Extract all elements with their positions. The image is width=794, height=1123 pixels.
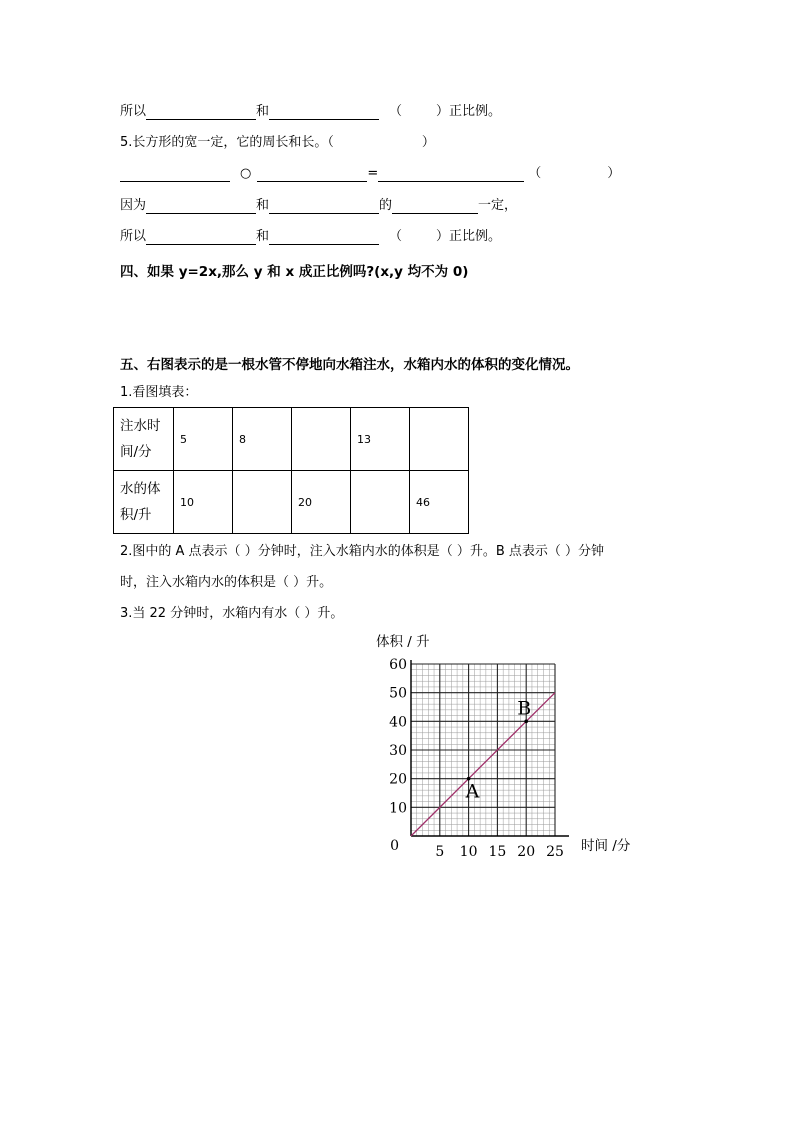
point-b [524,720,528,724]
question-5-2-line-2: 时，注入水箱内水的体积是（ ）升。 [120,575,333,590]
y-tick-label: 60 [389,657,407,673]
y-tick-label: 50 [389,685,407,702]
text-zhengbili: ）正比例。 [436,104,502,119]
x-tick-label: 15 [488,844,507,860]
table-cell[interactable] [233,471,292,534]
table-cell[interactable] [410,408,469,471]
series-line [411,693,555,836]
blank[interactable] [146,105,256,120]
blank[interactable] [120,167,230,182]
text-suoyi: 所以 [120,104,147,119]
table-row [114,408,469,471]
equals-sign: = [367,166,379,181]
text-zhengbili: ）正比例。 [436,229,502,244]
fill-line-1 [120,104,501,120]
fill-table [113,407,469,534]
table-cell[interactable]: 46 [410,471,469,534]
text-he: 和 [256,229,270,244]
y-tick-label: 20 [389,771,407,788]
origin-label: 0 [390,838,399,854]
table-cell[interactable]: 10 [174,471,233,534]
blank[interactable] [378,167,524,182]
y-tick-label: 30 [389,743,407,759]
table-cell[interactable]: 13 [351,408,410,471]
x-tick-label: 25 [546,844,564,860]
blank[interactable] [269,230,379,245]
blank[interactable] [392,199,478,214]
section-4-title: 四、如果 y=2x,那么 y 和 x 成正比例吗?(x,y 均不为 0) [120,264,469,280]
fill-line-5 [120,229,501,245]
blank[interactable] [269,105,379,120]
fill-line-4 [120,198,517,214]
series [411,693,555,836]
paren-open: （ [528,166,542,181]
question-5-2-line-1: 2.图中的 A 点表示（ ）分钟时，注入水箱内水的体积是（ ）升。B 点表示（ ）分钟 [120,544,605,559]
table-cell[interactable]: 20 [292,471,351,534]
table-row [114,471,469,534]
y-tick-label: 40 [389,714,407,731]
major-grid [411,664,555,836]
point-label-b: B [517,697,532,720]
labels [376,633,631,860]
x-axis-title: 时间 /分 [581,838,631,854]
table-cell[interactable] [292,408,351,471]
row-header: 注水时 间/分 [114,408,174,471]
text-yiding: 一定， [478,198,518,213]
paren-close: ） [421,135,435,150]
question-5 [120,135,435,151]
text-suoyi: 所以 [120,229,147,244]
question-5-3: 3.当 22 分钟时，水箱内有水（ ）升。 [120,606,344,621]
blank[interactable] [146,199,256,214]
section-5-title: 五、右图表示的是一根水管不停地向水箱注水，水箱内水的体积的变化情况。 [120,357,579,373]
volume-time-chart [362,628,662,868]
blank[interactable] [269,199,379,214]
paren-open: （ [389,229,403,244]
text-he: 和 [256,198,270,213]
text-de: 的 [379,198,393,213]
table-cell[interactable]: 5 [174,408,233,471]
blank[interactable] [146,230,256,245]
table-cell[interactable]: 8 [233,408,292,471]
question-5-1: 1.看图填表： [120,385,198,400]
fill-line-3 [120,166,620,182]
point-label-a: A [465,780,480,803]
blank[interactable] [257,167,367,182]
paren-open: （ [389,104,403,119]
x-tick-label: 5 [435,844,445,860]
y-axis-title: 体积 / 升 [376,634,430,650]
paren-close: ） [607,166,621,181]
x-tick-label: 10 [459,844,478,860]
axes [411,660,569,836]
table-cell[interactable] [351,471,410,534]
question-5-text: 5.长方形的宽一定，它的周长和长。（ [120,135,334,150]
text-he: 和 [256,104,270,119]
row-header: 水的体 积/升 [114,471,174,534]
x-tick-label: 20 [517,844,536,860]
circle-operator: ○ [240,166,252,181]
y-tick-label: 10 [389,800,407,817]
text-yinwei: 因为 [120,198,147,213]
